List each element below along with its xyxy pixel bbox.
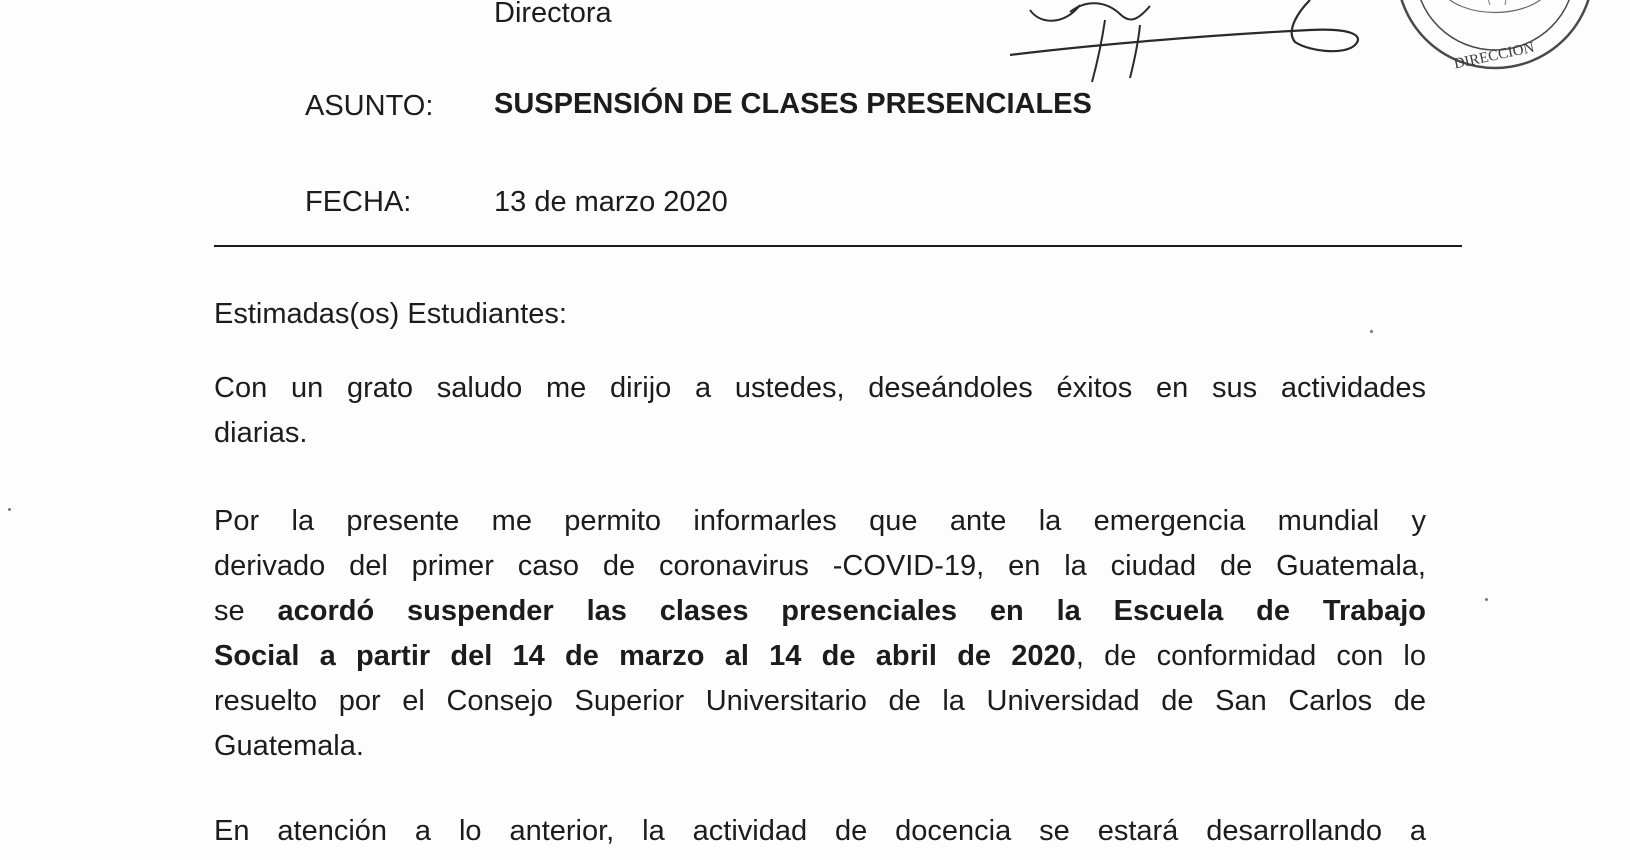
line-text: , de conformidad con lo	[1075, 640, 1426, 672]
paragraph-followup	[214, 809, 1426, 854]
fecha-label: FECHA:	[305, 186, 412, 218]
paragraph-line: diarias.	[214, 417, 308, 449]
fecha-value: 13 de marzo 2020	[494, 186, 728, 218]
scan-speck	[1485, 598, 1488, 601]
paragraph-line: En atención a lo anterior, la actividad de docencia se estará desarrollando a	[214, 815, 1426, 847]
paragraph-line: Por la presente me permito informarles que ante la emergencia mundial y	[214, 505, 1426, 537]
paragraph-line: resuelto por el Consejo Superior Universitario de la Universidad de San Carlos de	[214, 685, 1426, 717]
line-text: se	[214, 595, 278, 627]
asunto-value: SUSPENSIÓN DE CLASES PRESENCIALES	[494, 88, 1092, 120]
paragraph-line: derivado del primer caso de coronavirus -COVID-19, en la ciudad de Guatemala,	[214, 550, 1426, 582]
scan-speck	[8, 508, 11, 511]
paragraph-line: Guatemala.	[214, 730, 364, 762]
paragraph-line	[214, 589, 1426, 634]
handwritten-signature	[1010, 0, 1370, 95]
paragraph-line	[214, 634, 1426, 679]
paragraph-announcement	[214, 499, 1426, 769]
paragraph-greeting	[214, 366, 1426, 456]
asunto-label: ASUNTO:	[305, 90, 434, 122]
seal-text: DIRECCION	[1452, 39, 1536, 73]
paragraph-line: Con un grato saludo me dirijo a ustedes, deseándoles éxitos en sus actividades	[214, 372, 1426, 404]
institution-seal-stamp	[1380, 0, 1610, 90]
header-divider	[214, 245, 1462, 247]
sender-role: Directora	[494, 0, 612, 29]
bold-decision-text: acordó suspender las clases presenciales en la Escuela de Trabajo	[277, 595, 1426, 627]
bold-date-range: Social a partir del 14 de marzo al 14 de abril de 2020	[214, 640, 1076, 672]
salutation: Estimadas(os) Estudiantes:	[214, 298, 567, 330]
scan-speck	[1370, 330, 1373, 333]
